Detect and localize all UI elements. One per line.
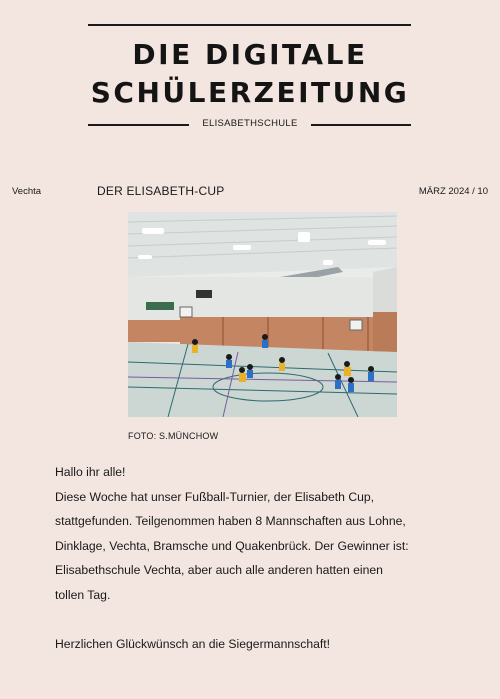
school-name: ELISABETHSCHULE xyxy=(202,118,298,129)
article-location: Vechta xyxy=(12,186,42,197)
masthead-bottom-rule-right xyxy=(311,124,411,126)
article-greeting: Hallo ihr alle! xyxy=(55,465,126,479)
issue-label: MÄRZ 2024 / 10 xyxy=(418,186,488,197)
masthead-top-rule xyxy=(88,24,411,26)
masthead-title-line2: SCHÜLERZEITUNG xyxy=(90,76,410,109)
article-line: Diese Woche hat unser Fußball-Turnier, der Elisabeth Cup, xyxy=(55,489,375,504)
article-title: DER ELISABETH-CUP xyxy=(97,184,225,198)
article-closing: Herzlichen Glückwünsch an die Siegermannschaft! xyxy=(55,637,331,652)
article-line: tollen Tag. xyxy=(55,587,111,602)
article-line: Dinklage, Vechta, Bramsche und Quakenbrück. Der Gewinner ist: xyxy=(55,538,409,553)
sports-hall-photo xyxy=(128,212,397,417)
article-photo xyxy=(128,212,397,417)
photo-credit: FOTO: S.MÜNCHOW xyxy=(128,431,219,441)
article-line: Elisabethschule Vechta, aber auch alle anderen hatten einen xyxy=(55,563,383,578)
masthead-title-line1: DIE DIGITALE xyxy=(132,38,368,71)
article-body xyxy=(55,460,475,657)
masthead-bottom-rule-left xyxy=(88,124,189,126)
article-line: stattgefunden. Teilgenommen haben 8 Mannschaften aus Lohne, xyxy=(55,514,406,529)
